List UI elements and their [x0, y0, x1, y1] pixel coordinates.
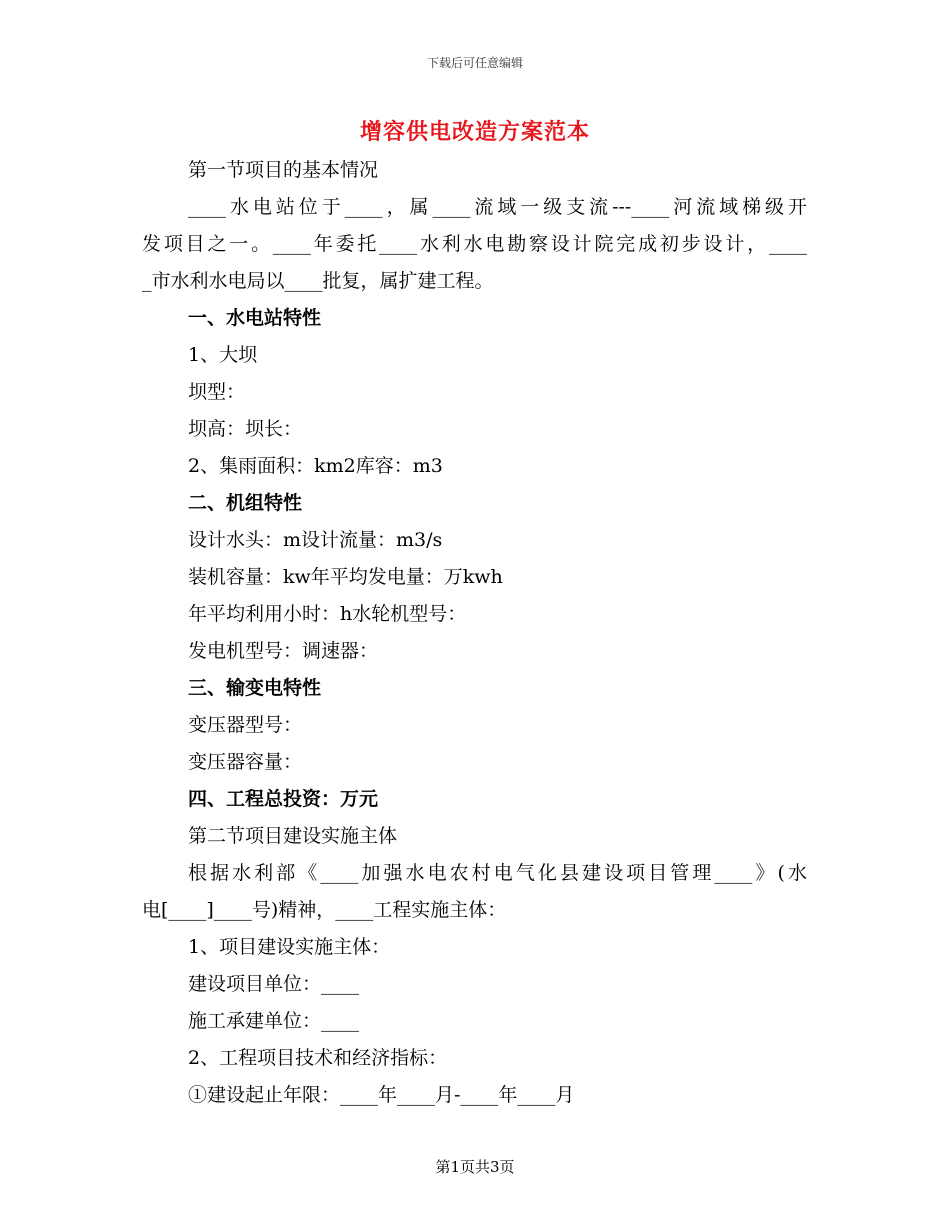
document-title: 增容供电改造方案范本 — [359, 119, 590, 145]
list-item: 2、工程项目技术和经济指标： — [188, 1047, 448, 1069]
list-item: 2、集雨面积：km2库容：m3 — [188, 455, 443, 477]
subsection-heading: 四、工程总投资：万元 — [188, 788, 379, 810]
field-line: 坝高：坝长： — [188, 418, 303, 440]
header-note: 下载后可任意编辑 — [426, 56, 523, 70]
section-heading: 第一节项目的基本情况 — [188, 159, 379, 181]
paragraph-line: 根据水利部《____加强水电农村电气化县建设项目管理____》(水 — [188, 862, 807, 884]
list-item: 1、项目建设实施主体： — [188, 936, 391, 958]
paragraph-line: _市水利水电局以____批复，属扩建工程。 — [142, 270, 494, 292]
paragraph-line: 发项目之一。____年委托____水利水电勘察设计院完成初步设计，____ — [142, 233, 807, 255]
field-line: 设计水头：m设计流量：m3/s — [188, 529, 443, 551]
field-line: 装机容量：kw年平均发电量：万kwh — [188, 566, 503, 588]
paragraph-line: ____水电站位于____，属____流域一级支流---____河流域梯级开 — [188, 196, 807, 218]
field-line: 坝型： — [188, 381, 246, 403]
field-line: ①建设起止年限：____年____月-____年____月 — [188, 1084, 575, 1106]
subsection-heading: 一、水电站特性 — [188, 307, 322, 329]
field-line: 施工承建单位：____ — [188, 1010, 360, 1032]
field-line: 年平均利用小时：h水轮机型号： — [188, 603, 467, 625]
field-line: 变压器型号： — [188, 714, 303, 736]
section-heading: 第二节项目建设实施主体 — [188, 825, 398, 847]
document-body — [142, 152, 807, 1114]
subsection-heading: 三、输变电特性 — [188, 677, 322, 699]
field-line: 发电机型号：调速器： — [188, 640, 379, 662]
field-line: 变压器容量： — [188, 751, 303, 773]
list-item: 1、大坝 — [188, 344, 258, 366]
subsection-heading: 二、机组特性 — [188, 492, 303, 514]
paragraph-line: 电[____]____号)精神，____工程实施主体： — [142, 899, 507, 921]
page-number: 第1页共3页 — [435, 1158, 515, 1176]
field-line: 建设项目单位：____ — [188, 973, 360, 995]
